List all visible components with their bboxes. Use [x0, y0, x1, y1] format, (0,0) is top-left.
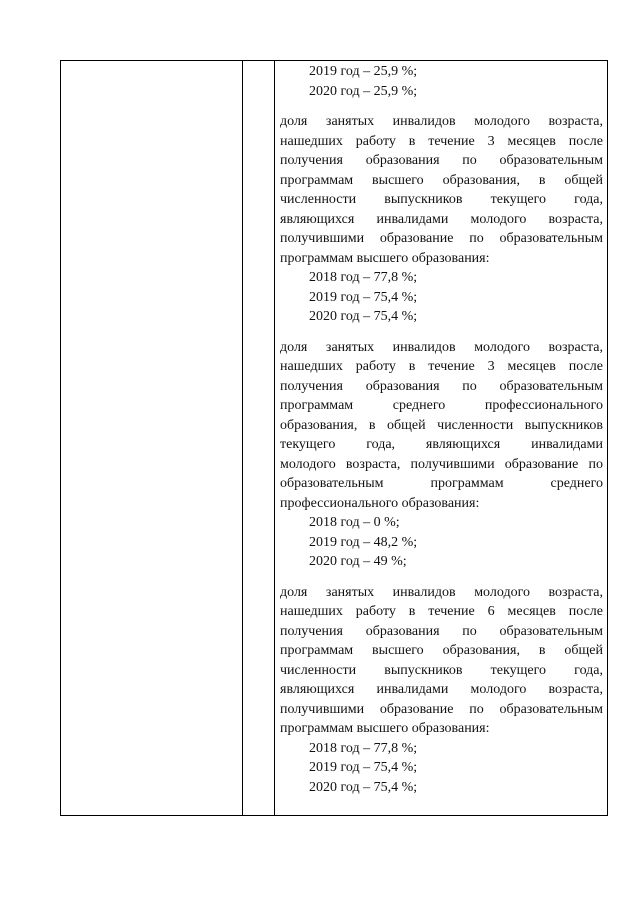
- indicator-text-line: текущего года, являющихся инвалидами: [280, 437, 603, 452]
- indicator-text-line: численности выпускников текущего года,: [280, 662, 603, 678]
- indicator-text-cell: [280, 62, 603, 797]
- indicator-text-line: получившими образование по образовательным: [280, 701, 603, 717]
- indicator-block: [280, 112, 603, 327]
- year-value-line: 2020 год – 25,9 %;: [309, 83, 418, 99]
- indicator-text-line: доля занятых инвалидов молодого возраста,: [280, 339, 603, 355]
- year-value-line: 2018 год – 0 %;: [309, 515, 400, 530]
- indicator-text-line: молодого возраста, получившими образование по: [280, 456, 603, 472]
- year-value-line: 2019 год – 75,4 %;: [309, 760, 418, 775]
- year-value-line: 2020 год – 49 %;: [309, 554, 407, 569]
- indicator-text-line: являющихся инвалидами молодого возраста,: [280, 211, 603, 227]
- indicator-text-line: нашедших работу в течение 3 месяцев после: [280, 359, 603, 374]
- document-table: [60, 60, 608, 816]
- year-value-line: 2019 год – 48,2 %;: [309, 534, 418, 550]
- indicator-text-line: доля занятых инвалидов молодого возраста,: [280, 114, 603, 129]
- indicator-text-line: получения образования по образовательным: [280, 153, 603, 168]
- indicator-text-line: являющихся инвалидами молодого возраста,: [280, 682, 603, 697]
- indicator-text-line: программам среднего профессионального: [280, 398, 603, 413]
- year-value-line: 2019 год – 75,4 %;: [309, 289, 418, 305]
- year-value-line: 2019 год – 25,9 %;: [309, 64, 418, 79]
- year-value-line: 2018 год – 77,8 %;: [309, 740, 418, 756]
- year-value-line: 2018 год – 77,8 %;: [309, 270, 418, 285]
- indicator-text-line: нашедших работу в течение 6 месяцев после: [280, 604, 603, 619]
- indicator-block: [280, 338, 603, 572]
- indicator-text-line: профессионального образования:: [280, 495, 480, 511]
- indicator-text-line: образования, в общей численности выпускников: [280, 417, 603, 433]
- indicator-text-line: доля занятых инвалидов молодого возраста,: [280, 584, 603, 600]
- indicator-text-line: численности выпускников текущего года,: [280, 192, 603, 207]
- indicator-text-line: получения образования по образовательным: [280, 378, 603, 394]
- indicator-text-line: получения образования по образовательным: [280, 623, 603, 639]
- indicator-text-line: нашедших работу в течение 3 месяцев после: [280, 133, 603, 149]
- indicator-blocks: [280, 112, 603, 797]
- indicator-text-line: образовательным программам среднего: [280, 476, 603, 491]
- indicator-block: [280, 583, 603, 798]
- indicator-text-line: получившими образование по образовательным: [280, 231, 603, 246]
- indicator-text-line: программам высшего образования, в общей: [280, 643, 603, 658]
- column-divider-1: [242, 61, 243, 815]
- year-value-line: 2020 год – 75,4 %;: [309, 779, 418, 795]
- indicator-text-line: программам высшего образования:: [280, 250, 490, 266]
- year-value-line: 2020 год – 75,4 %;: [309, 309, 418, 324]
- indicator-text-line: программам высшего образования, в общей: [280, 172, 603, 188]
- indicator-text-line: программам высшего образования:: [280, 721, 490, 736]
- column-divider-2: [274, 61, 275, 815]
